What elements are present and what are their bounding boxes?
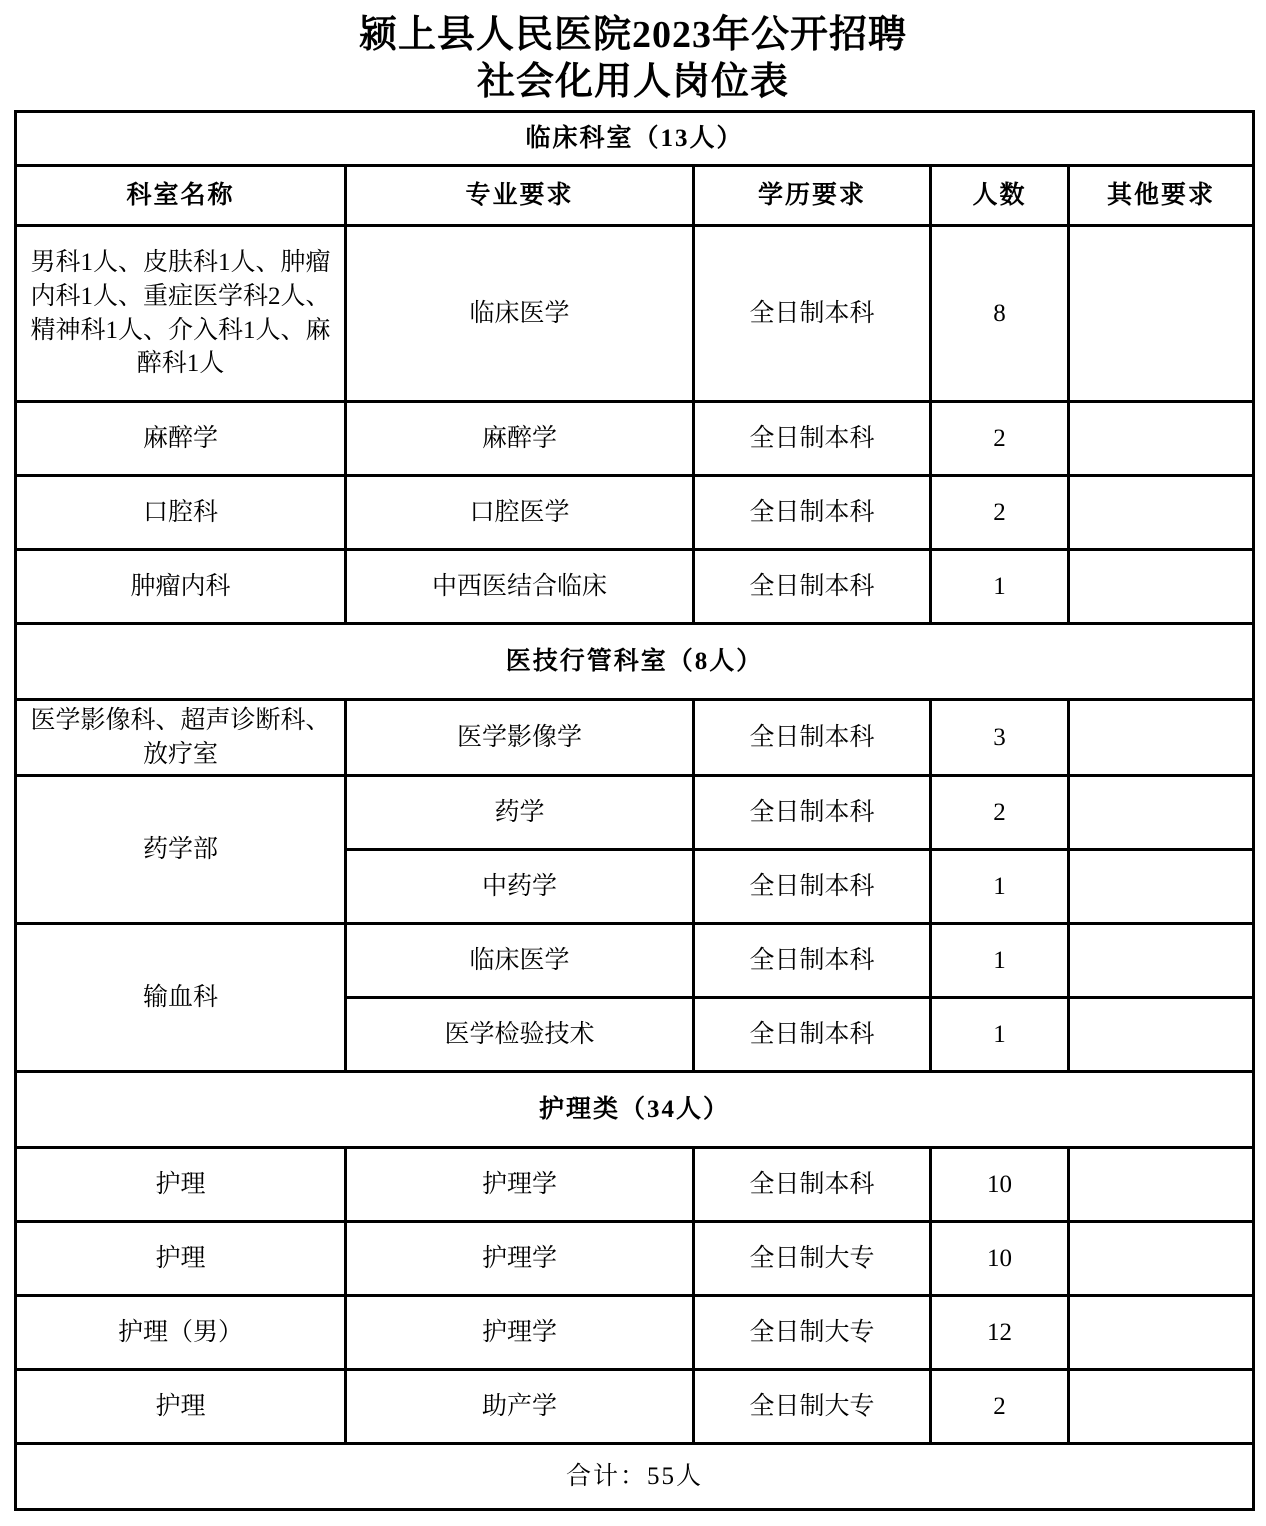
section-header-row [16,112,1254,166]
cell-edu: 全日制大专 [694,1222,931,1296]
section-header-medtech: 医技行管科室（8人） [16,624,1254,700]
table-row [16,1148,1254,1222]
table-row [16,700,1254,776]
cell-dept-bloodbank: 输血科 [16,924,346,1072]
table-row [16,924,1254,998]
cell-major: 临床医学 [346,924,694,998]
total-cell: 合计：55人 [16,1444,1254,1510]
cell-dept: 护理 [16,1370,346,1444]
cell-other [1069,226,1254,402]
cell-major: 护理学 [346,1296,694,1370]
col-header-dept: 科室名称 [16,166,346,226]
cell-dept: 麻醉学 [16,402,346,476]
cell-other [1069,776,1254,850]
table-row [16,476,1254,550]
cell-other [1069,1296,1254,1370]
cell-count: 1 [931,550,1069,624]
table-row [16,402,1254,476]
cell-major: 中药学 [346,850,694,924]
cell-other [1069,550,1254,624]
cell-other [1069,998,1254,1072]
cell-dept: 护理 [16,1222,346,1296]
table-row [16,1370,1254,1444]
cell-count: 3 [931,700,1069,776]
cell-count: 8 [931,226,1069,402]
cell-edu: 全日制本科 [694,550,931,624]
cell-major: 医学影像学 [346,700,694,776]
cell-count: 1 [931,850,1069,924]
cell-dept: 男科1人、皮肤科1人、肿瘤内科1人、重症医学科2人、精神科1人、介入科1人、麻醉科1人 [16,226,346,402]
cell-count: 2 [931,1370,1069,1444]
cell-other [1069,700,1254,776]
cell-edu: 全日制本科 [694,700,931,776]
cell-other [1069,1370,1254,1444]
cell-edu: 全日制大专 [694,1296,931,1370]
table-row [16,1296,1254,1370]
cell-edu: 全日制本科 [694,1148,931,1222]
cell-dept: 口腔科 [16,476,346,550]
cell-other [1069,1148,1254,1222]
col-header-count: 人数 [931,166,1069,226]
col-header-major: 专业要求 [346,166,694,226]
cell-count: 10 [931,1148,1069,1222]
cell-edu: 全日制本科 [694,924,931,998]
cell-edu: 全日制本科 [694,998,931,1072]
table-row [16,550,1254,624]
cell-edu: 全日制本科 [694,850,931,924]
cell-major: 临床医学 [346,226,694,402]
column-header-row [16,166,1254,226]
cell-other [1069,1222,1254,1296]
cell-count: 1 [931,998,1069,1072]
cell-count: 12 [931,1296,1069,1370]
table-row [16,1222,1254,1296]
recruitment-table [14,110,1255,1511]
cell-dept-pharmacy: 药学部 [16,776,346,924]
col-header-edu: 学历要求 [694,166,931,226]
cell-major: 麻醉学 [346,402,694,476]
cell-other [1069,924,1254,998]
cell-count: 2 [931,476,1069,550]
cell-other [1069,402,1254,476]
page-title [0,0,1266,106]
cell-other [1069,476,1254,550]
cell-count: 2 [931,776,1069,850]
page-title-line1: 颍上县人民医院2023年公开招聘 [358,14,907,56]
table-row [16,776,1254,850]
section-header-nursing: 护理类（34人） [16,1072,1254,1148]
cell-other [1069,850,1254,924]
cell-major: 中西医结合临床 [346,550,694,624]
cell-edu: 全日制本科 [694,226,931,402]
cell-dept: 护理 [16,1148,346,1222]
cell-count: 2 [931,402,1069,476]
table-row [16,226,1254,402]
cell-major: 医学检验技术 [346,998,694,1072]
cell-dept: 肿瘤内科 [16,550,346,624]
cell-major: 护理学 [346,1222,694,1296]
section-header-row [16,1072,1254,1148]
cell-major: 护理学 [346,1148,694,1222]
section-header-row [16,624,1254,700]
cell-edu: 全日制本科 [694,776,931,850]
cell-edu: 全日制本科 [694,476,931,550]
col-header-other: 其他要求 [1069,166,1254,226]
cell-dept: 医学影像科、超声诊断科、放疗室 [16,700,346,776]
cell-edu: 全日制大专 [694,1370,931,1444]
cell-dept: 护理（男） [16,1296,346,1370]
cell-count: 1 [931,924,1069,998]
cell-count: 10 [931,1222,1069,1296]
cell-major: 口腔医学 [346,476,694,550]
cell-major: 助产学 [346,1370,694,1444]
cell-edu: 全日制本科 [694,402,931,476]
cell-major: 药学 [346,776,694,850]
section-header-clinical: 临床科室（13人） [16,112,1254,166]
total-row [16,1444,1254,1510]
page-title-line2: 社会化用人岗位表 [476,61,789,103]
